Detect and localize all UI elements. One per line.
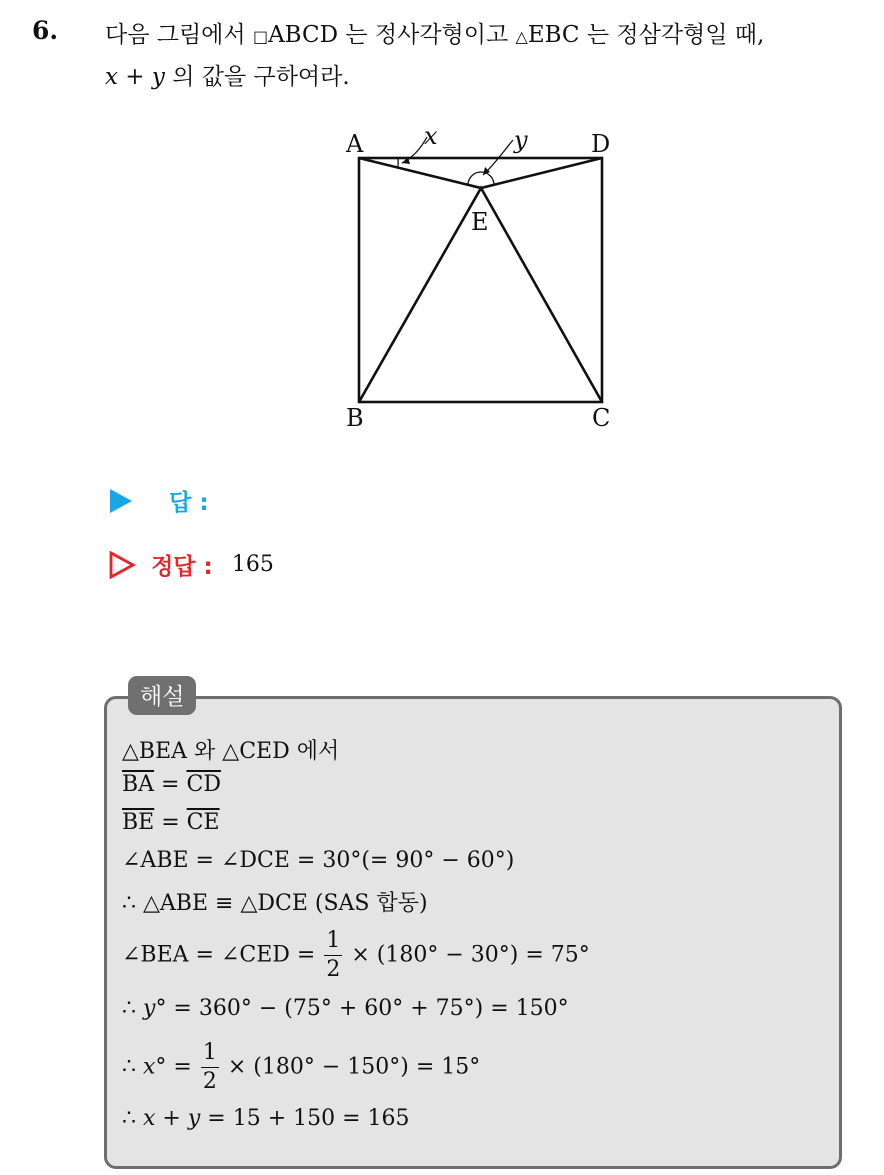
label-y: y — [514, 126, 528, 154]
var-x: x — [105, 64, 118, 90]
solution-line-2 — [122, 772, 221, 797]
label-a: A — [346, 130, 364, 158]
solution-line-4: ∠ABE = ∠DCE = 30°(= 90° − 60°) — [122, 848, 515, 873]
var-y: y — [187, 1106, 201, 1131]
segment-ba: $\overline{BA}$ — [122, 772, 155, 797]
question-line-1 — [105, 16, 764, 49]
label-c: C — [592, 404, 611, 432]
answer-row — [108, 484, 223, 517]
label-d: D — [591, 130, 611, 158]
question-line-2 — [105, 58, 350, 91]
fraction-denominator: 2 — [202, 1069, 217, 1094]
correct-answer-row — [108, 548, 274, 581]
equals-sign: = — [154, 772, 187, 797]
var-x: x — [143, 1054, 156, 1080]
fraction-half — [201, 1042, 219, 1093]
question-number: 6. — [32, 16, 59, 45]
square-symbol: □ — [252, 27, 269, 46]
solution-line-1: △BEA 와 △CED 에서 — [122, 739, 340, 764]
label-e: E — [471, 208, 489, 236]
answer-label: 답 : — [169, 490, 209, 516]
line6-suffix: × (180° − 30°) = 75° — [344, 942, 590, 968]
triangle-right-outline-icon — [108, 550, 136, 580]
var-x: x — [143, 1106, 156, 1131]
triangle-right-solid-icon — [108, 487, 134, 515]
line8-suffix: × (180° − 150°) = 15° — [220, 1054, 481, 1080]
solution-tag: 해설 — [128, 676, 196, 715]
plus-sign: + — [117, 64, 152, 90]
segment-ce: $\overline{CE}$ — [186, 810, 220, 835]
correct-answer-value: 165 — [231, 552, 274, 577]
fraction-numerator: 1 — [201, 1042, 219, 1068]
question-text-b: ABCD 는 정사각형이고 — [268, 22, 516, 48]
line7-suffix: ° = 360° − (75° + 60° + 75°) = 150° — [155, 996, 569, 1021]
angle-y-arc — [468, 172, 494, 185]
fraction-half — [324, 930, 342, 981]
line9-prefix: ∴ — [122, 1106, 143, 1131]
var-y: y — [151, 64, 165, 90]
segments-ae-ed — [359, 158, 602, 188]
solution-line-8 — [122, 1042, 480, 1093]
question-text-d: 의 값을 구하여라. — [164, 64, 350, 90]
line9-suffix: = 15 + 150 = 165 — [200, 1106, 410, 1131]
square-abcd — [359, 158, 602, 402]
label-b: B — [346, 404, 364, 432]
solution-line-7 — [122, 996, 569, 1021]
plus-sign: + — [155, 1106, 188, 1131]
solution-line-9 — [122, 1106, 410, 1131]
question-text-c: EBC 는 정삼각형일 때, — [527, 22, 765, 48]
fraction-numerator: 1 — [324, 930, 342, 956]
segment-be: $\overline{BE}$ — [122, 810, 155, 835]
line7-prefix: ∴ — [122, 996, 143, 1021]
label-x: x — [424, 122, 438, 150]
var-y: y — [143, 996, 156, 1021]
solution-line-3 — [122, 810, 220, 835]
solution-line-5: ∴ △ABE ≡ △DCE (SAS 합동) — [122, 891, 428, 916]
geometry-figure — [330, 120, 630, 440]
fraction-denominator: 2 — [326, 957, 341, 982]
line8-prefix: ∴ — [122, 1054, 143, 1080]
question-text-a: 다음 그림에서 — [105, 22, 253, 48]
solution-line-6 — [122, 930, 590, 981]
line8-mid: ° = — [155, 1054, 199, 1080]
segment-cd: $\overline{CD}$ — [186, 772, 221, 797]
equals-sign: = — [154, 810, 187, 835]
correct-answer-label: 정답 : — [151, 554, 213, 580]
triangle-symbol: △ — [515, 27, 528, 46]
line6-prefix: ∠BEA = ∠CED = — [122, 942, 323, 968]
